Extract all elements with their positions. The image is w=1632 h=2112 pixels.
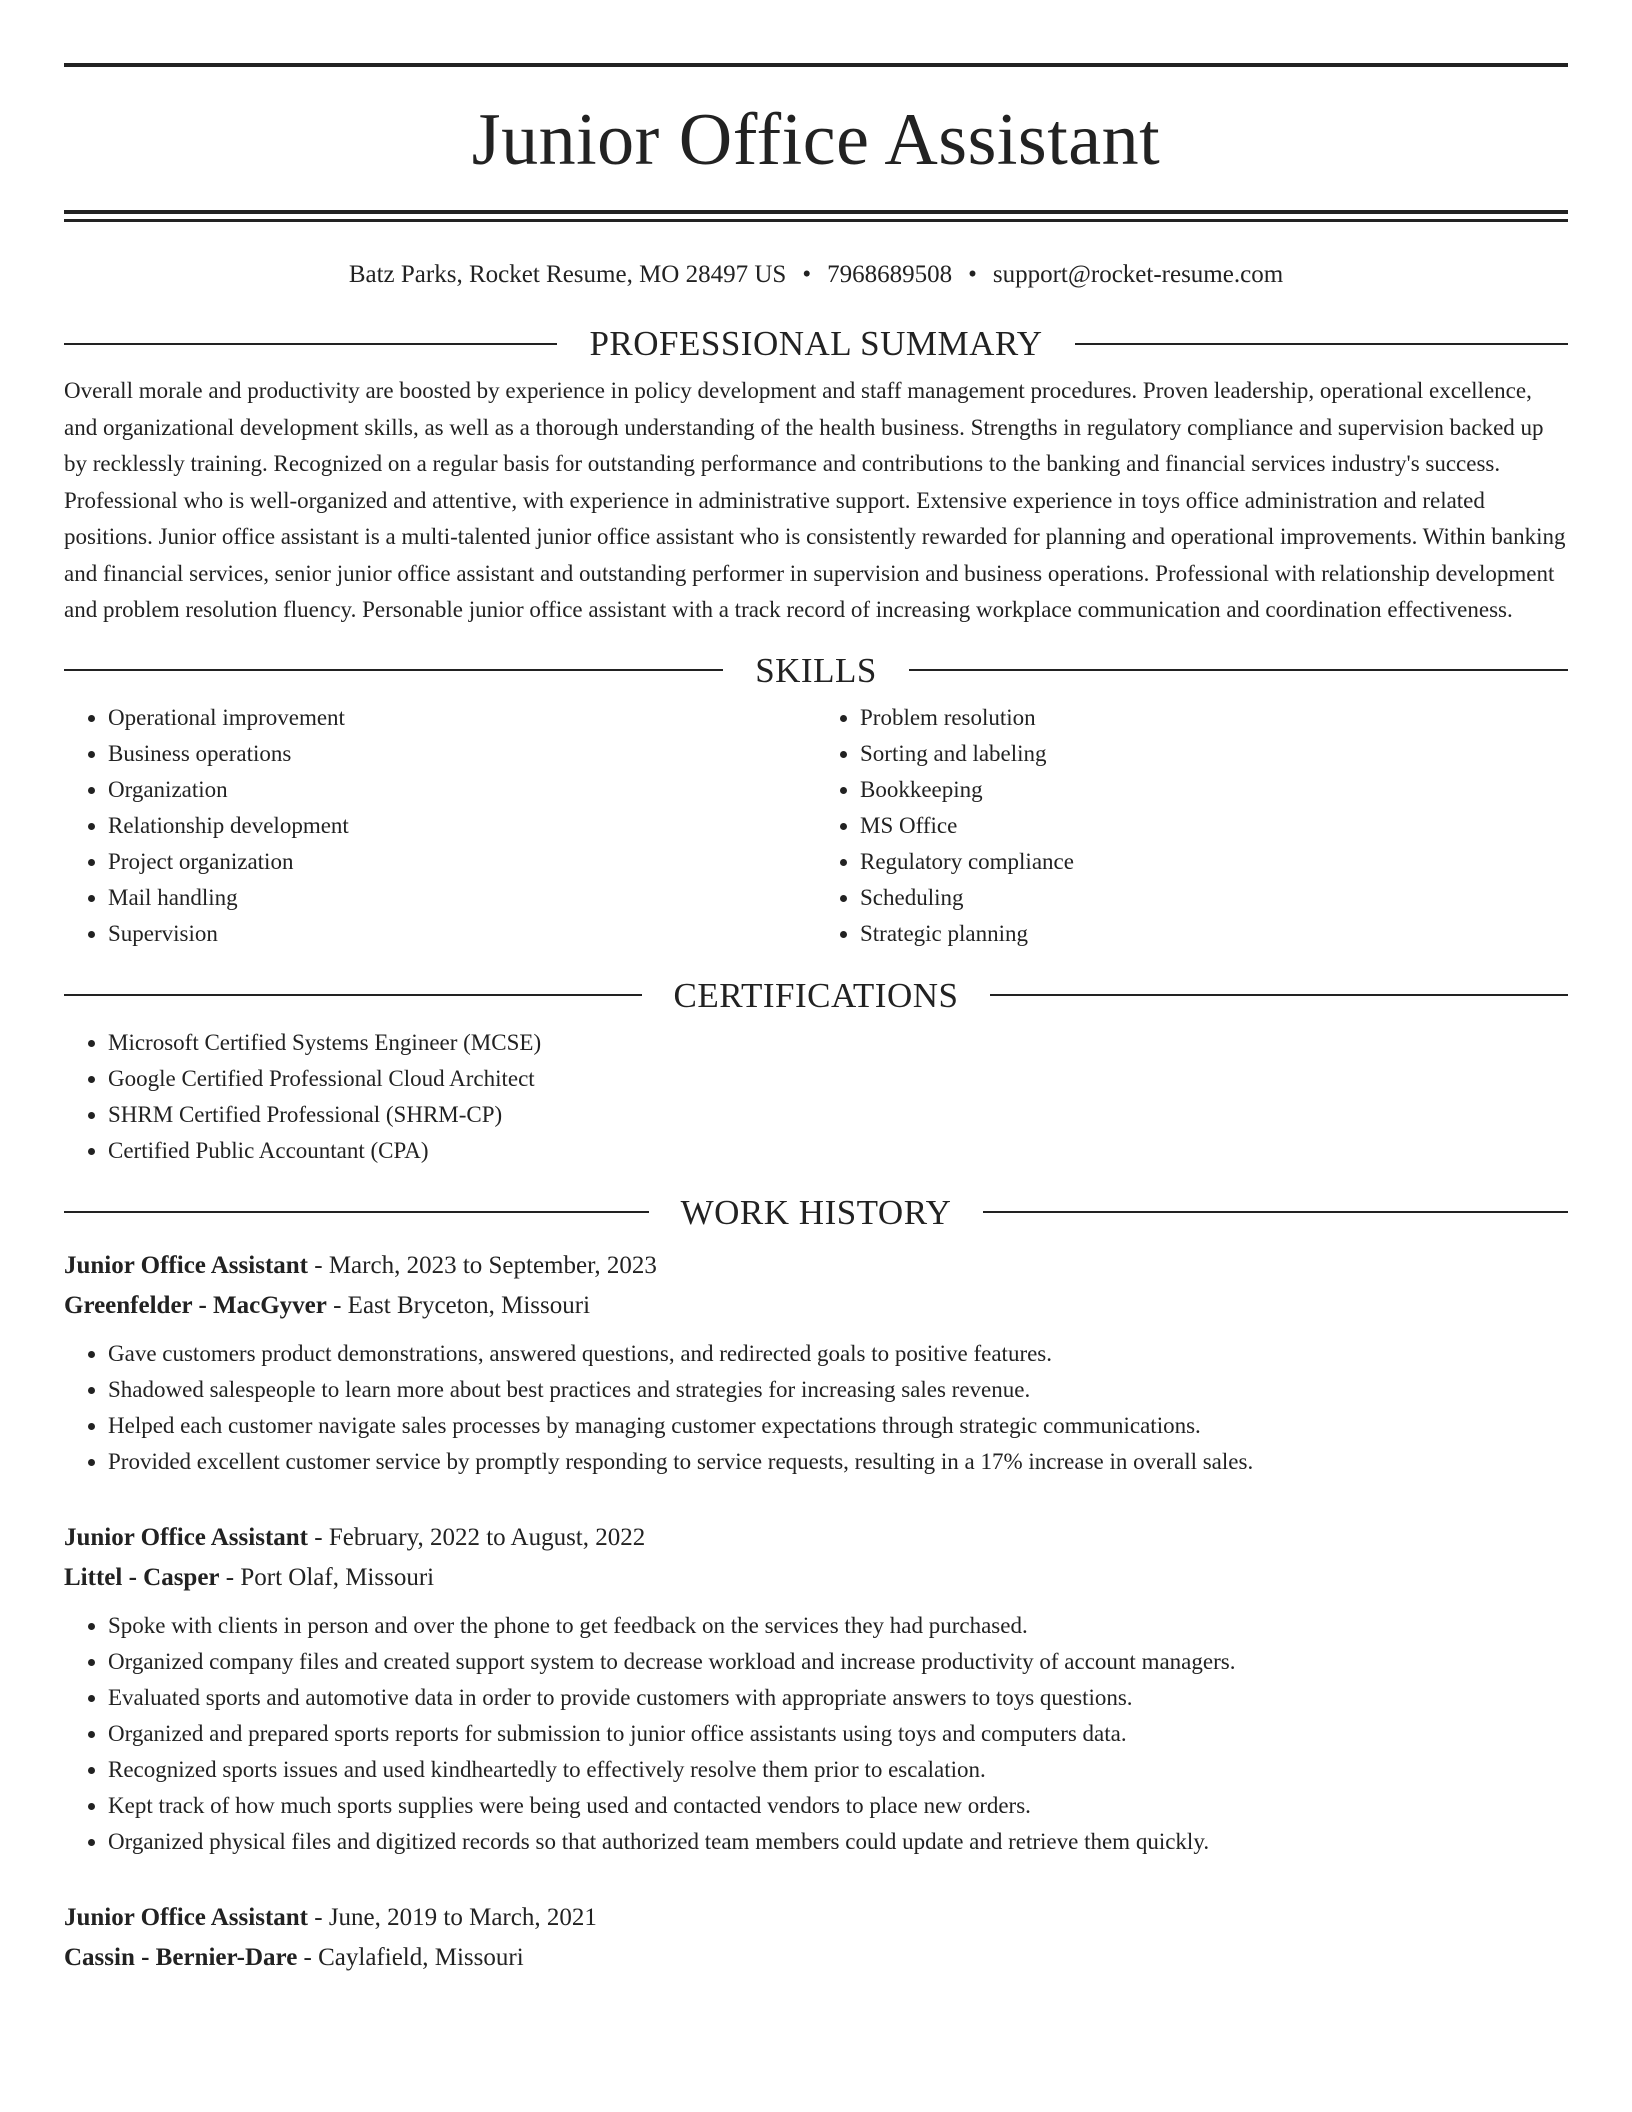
job-dates: - February, 2022 to August, 2022 — [308, 1523, 646, 1551]
skills-list-right — [816, 700, 1568, 952]
work-heading: WORK HISTORY — [680, 1192, 952, 1232]
job-bullet: • Organized and prepared sports reports for submission to junior office assistants using toys and computers data. — [108, 1716, 1568, 1752]
job-company: Greenfelder - MacGyver — [64, 1291, 327, 1319]
skill-item: • Regulatory compliance — [860, 844, 1568, 880]
job-location: - Port Olaf, Missouri — [219, 1563, 435, 1591]
skills-heading: SKILLS — [755, 650, 877, 690]
certification-item: • Google Certified Professional Cloud Architect — [108, 1061, 1568, 1097]
job-company-line — [64, 1558, 1568, 1598]
job-bullet: • Helped each customer navigate sales processes by managing customer expectations through strategic communications. — [108, 1408, 1568, 1444]
job-bullet: • Spoke with clients in person and over the phone to get feedback on the services they had purchased. — [108, 1608, 1568, 1644]
heading-rule-left — [64, 994, 642, 996]
job-company-line — [64, 1938, 1568, 1978]
job-dates: - June, 2019 to March, 2021 — [308, 1903, 597, 1931]
skills-list-left — [64, 700, 816, 952]
contact-address: Batz Parks, Rocket Resume, MO 28497 US — [348, 261, 787, 288]
job-entry — [64, 1898, 1568, 1978]
job-location: - East Bryceton, Missouri — [326, 1291, 591, 1319]
job-bullet: • Provided excellent customer service by promptly responding to service requests, resulting in a 17% increase in overall sales. — [108, 1444, 1568, 1480]
job-company: Littel - Casper — [64, 1563, 220, 1591]
work-history — [64, 1246, 1568, 1978]
skill-item: • Supervision — [108, 916, 816, 952]
heading-rule-right — [990, 994, 1568, 996]
job-title-line — [64, 1898, 1568, 1938]
job-entry — [64, 1518, 1568, 1860]
heading-rule-right — [909, 669, 1568, 671]
job-dates: - March, 2023 to September, 2023 — [308, 1251, 657, 1279]
job-title-line — [64, 1246, 1568, 1286]
job-company-line — [64, 1286, 1568, 1326]
certification-item: • Microsoft Certified Systems Engineer (MCSE) — [108, 1025, 1568, 1061]
job-bullets — [64, 1336, 1568, 1480]
heading-rule-left — [64, 343, 557, 345]
job-bullet: • Gave customers product demonstrations, answered questions, and redirected goals to positive features. — [108, 1336, 1568, 1372]
job-title: Junior Office Assistant — [64, 1903, 308, 1931]
job-company: Cassin - Bernier-Dare — [64, 1943, 298, 1971]
skill-item: • Sorting and labeling — [860, 736, 1568, 772]
job-bullet: • Organized company files and created support system to decrease workload and increase productivity of account managers. — [108, 1644, 1568, 1680]
work-section-heading — [64, 1192, 1568, 1232]
top-rule — [64, 63, 1568, 67]
certification-item: • Certified Public Accountant (CPA) — [108, 1133, 1568, 1169]
skill-item: • Bookkeeping — [860, 772, 1568, 808]
skills-columns — [64, 700, 1568, 952]
job-bullet: • Recognized sports issues and used kindheartedly to effectively resolve them prior to escalation. — [108, 1752, 1568, 1788]
resume-title: Junior Office Assistant — [471, 99, 1161, 181]
skill-item: • Problem resolution — [860, 700, 1568, 736]
heading-rule-right — [983, 1211, 1568, 1213]
job-bullet: • Organized physical files and digitized records so that authorized team members could update and retrieve them quickly. — [108, 1824, 1568, 1860]
skills-section-heading — [64, 650, 1568, 690]
job-entry — [64, 1246, 1568, 1480]
heading-rule-right — [1075, 343, 1568, 345]
job-title: Junior Office Assistant — [64, 1251, 308, 1279]
job-title: Junior Office Assistant — [64, 1523, 308, 1551]
skill-item: • Strategic planning — [860, 916, 1568, 952]
skill-item: • MS Office — [860, 808, 1568, 844]
job-bullet: • Shadowed salespeople to learn more about best practices and strategies for increasing sales revenue. — [108, 1372, 1568, 1408]
certifications-section-heading — [64, 975, 1568, 1015]
skill-item: • Scheduling — [860, 880, 1568, 916]
skill-item: • Business operations — [108, 736, 816, 772]
certifications-list — [64, 1025, 1568, 1169]
summary-section-heading — [64, 326, 1568, 361]
resume-page — [64, 0, 1568, 1978]
certifications-heading: CERTIFICATIONS — [673, 975, 959, 1015]
skill-item: • Mail handling — [108, 880, 816, 916]
heading-rule-left — [64, 669, 723, 671]
contact-separator: • — [968, 261, 977, 288]
skill-item: • Relationship development — [108, 808, 816, 844]
summary-heading: PROFESSIONAL SUMMARY — [589, 324, 1043, 363]
certification-item: • SHRM Certified Professional (SHRM-CP) — [108, 1097, 1568, 1133]
skill-item: • Organization — [108, 772, 816, 808]
heading-rule-left — [64, 1211, 649, 1213]
job-title-line — [64, 1518, 1568, 1558]
job-bullets — [64, 1608, 1568, 1860]
contact-email[interactable]: support@rocket-resume.com — [992, 261, 1284, 288]
job-location: - Caylafield, Missouri — [297, 1943, 524, 1971]
title-double-rule — [64, 210, 1568, 222]
skill-item: • Operational improvement — [108, 700, 816, 736]
contact-phone[interactable]: 7968689508 — [827, 261, 953, 288]
job-bullet: • Evaluated sports and automotive data in order to provide customers with appropriate answers to toys questions. — [108, 1680, 1568, 1716]
job-bullet: • Kept track of how much sports supplies were being used and contacted vendors to place new orders. — [108, 1788, 1568, 1824]
skill-item: • Project organization — [108, 844, 816, 880]
contact-separator: • — [802, 261, 812, 288]
summary-text: Overall morale and productivity are boosted by experience in policy development and staff management procedures. Proven leadership, operational excellence, and organizational development skills, as well as a thorough understanding of the health business. Strengths in regulatory compliance and supervision backed up by recklessly training. Recognized on a regular basis for outstanding performance and contributions to the banking and financial services industry's success. Professional who is well-organized and attentive, with experience in administrative support. Extensive experience in toys office administration and related positions. Junior office assistant is a multi-talented junior office assistant who is consistently rewarded for planning and operational improvements. Within banking and financial services, senior junior office assistant and outstanding performer in supervision and business operations. Professional with relationship development and problem resolution fluency. Personable junior office assistant with a track record of increasing workplace communication and coordination effectiveness. — [64, 378, 1566, 622]
contact-line — [64, 260, 1568, 290]
